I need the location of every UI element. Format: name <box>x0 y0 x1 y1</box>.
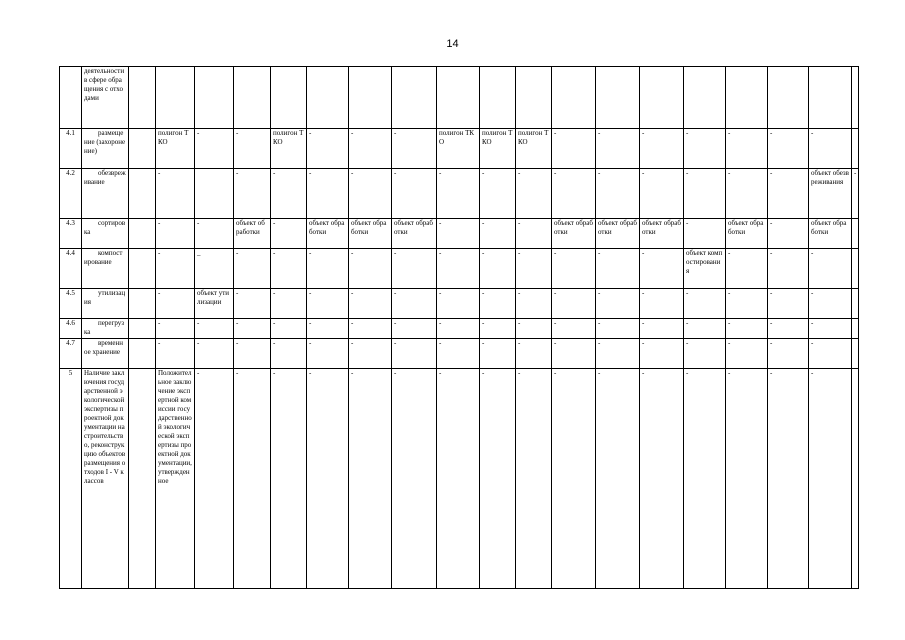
table-cell: объект обработки <box>392 219 437 249</box>
row-number: 4.4 <box>60 249 82 289</box>
table-cell: - <box>768 169 809 219</box>
table-cell: - <box>437 249 480 289</box>
table-cell: - <box>684 369 726 589</box>
table-cell: - <box>596 339 640 369</box>
table-cell: - <box>349 169 392 219</box>
table-cell: - <box>640 339 684 369</box>
table-cell: - <box>234 339 271 369</box>
table-cell: - <box>809 369 852 589</box>
table-cell: - <box>195 369 234 589</box>
table-cell: Положительное заключение экспертной комиссии государственной экологической экспертизы проектной документации, утвержденное <box>156 369 195 589</box>
table-cell: - <box>480 289 516 319</box>
table-cell: - <box>234 129 271 169</box>
table-cell: - <box>809 339 852 369</box>
table-cell: - <box>307 129 349 169</box>
blank-cell <box>129 249 156 289</box>
table-cell: - <box>852 169 859 219</box>
table-cell <box>271 67 307 129</box>
table-cell: объект обработки <box>726 219 768 249</box>
table-cell: - <box>392 369 437 589</box>
table-cell: - <box>516 369 552 589</box>
blank-cell <box>129 319 156 339</box>
table-row <box>60 289 859 319</box>
table-row <box>60 129 859 169</box>
table-cell: - <box>349 129 392 169</box>
table-cell <box>195 169 234 219</box>
table-cell: - <box>156 319 195 339</box>
table-cell: объект обработки <box>349 219 392 249</box>
table-cell: - <box>195 129 234 169</box>
table-cell: - <box>195 319 234 339</box>
table-cell: - <box>349 249 392 289</box>
table-cell <box>852 67 859 129</box>
table-cell <box>307 67 349 129</box>
table-cell: - <box>684 319 726 339</box>
table-cell: - <box>768 369 809 589</box>
table-cell: - <box>640 249 684 289</box>
table-cell: - <box>156 339 195 369</box>
table-cell: объект обработки <box>234 219 271 249</box>
table-cell: - <box>234 169 271 219</box>
table-cell: - <box>516 219 552 249</box>
table-cell <box>852 369 859 589</box>
table-cell: - <box>349 339 392 369</box>
table-cell: - <box>392 339 437 369</box>
table-cell: - <box>596 319 640 339</box>
table-cell <box>156 67 195 129</box>
table-cell: - <box>307 319 349 339</box>
table-cell: - <box>726 289 768 319</box>
table-cell <box>349 67 392 129</box>
table-cell: - <box>640 289 684 319</box>
table-cell: объект компостирования <box>684 249 726 289</box>
table-cell: - <box>480 219 516 249</box>
blank-cell <box>129 67 156 129</box>
table-cell: - <box>437 169 480 219</box>
table-cell <box>852 289 859 319</box>
table-cell <box>852 339 859 369</box>
table-row <box>60 219 859 249</box>
table-cell: - <box>596 169 640 219</box>
row-label: сортировка <box>82 219 129 249</box>
table-cell: - <box>271 339 307 369</box>
table-cell: - <box>307 249 349 289</box>
row-label: обезвреживание <box>82 169 129 219</box>
table-cell: - <box>234 369 271 589</box>
table-cell: - <box>726 319 768 339</box>
row-label: размещение (захоронение) <box>82 129 129 169</box>
table-row <box>60 369 859 589</box>
table-cell: - <box>640 129 684 169</box>
row-label: перегрузка <box>82 319 129 339</box>
table-cell: объект обработки <box>307 219 349 249</box>
table-cell: - <box>516 169 552 219</box>
row-number <box>60 67 82 129</box>
blank-cell <box>129 369 156 589</box>
table-row <box>60 169 859 219</box>
table-cell: - <box>596 129 640 169</box>
table-cell <box>516 67 552 129</box>
table-cell: - <box>234 319 271 339</box>
table-cell <box>437 67 480 129</box>
table-row <box>60 319 859 339</box>
table-cell <box>768 67 809 129</box>
row-label: компостирование <box>82 249 129 289</box>
blank-cell <box>129 129 156 169</box>
table-cell: - <box>307 369 349 589</box>
table-cell: - <box>809 319 852 339</box>
table-cell: - <box>726 339 768 369</box>
table-cell: - <box>271 319 307 339</box>
table-cell: - <box>271 169 307 219</box>
table-cell: - <box>768 219 809 249</box>
table-cell: - <box>684 219 726 249</box>
table-cell: - <box>640 169 684 219</box>
table-cell: - <box>552 369 596 589</box>
table-cell: объект обработки <box>596 219 640 249</box>
table-cell: - <box>684 339 726 369</box>
table-cell: - <box>640 319 684 339</box>
row-number: 4.3 <box>60 219 82 249</box>
table-cell: - <box>480 169 516 219</box>
table-cell: - <box>480 339 516 369</box>
table-cell: - <box>516 339 552 369</box>
table-cell: полигон ТКО <box>271 129 307 169</box>
table-cell <box>234 67 271 129</box>
table-cell: - <box>392 169 437 219</box>
table-cell: - <box>349 319 392 339</box>
table-row <box>60 249 859 289</box>
table-cell: - <box>809 129 852 169</box>
table-cell <box>552 67 596 129</box>
table-row <box>60 339 859 369</box>
table-cell: - <box>684 129 726 169</box>
table-cell: - <box>516 249 552 289</box>
table-cell: полигон ТКО <box>156 129 195 169</box>
table-cell: - <box>156 169 195 219</box>
table-cell: - <box>271 249 307 289</box>
row-label: деятельности в сфере обращения с отходами <box>82 67 129 129</box>
table-cell: - <box>271 369 307 589</box>
table-row <box>60 67 859 129</box>
table-cell: - <box>392 319 437 339</box>
blank-cell <box>129 339 156 369</box>
table-cell: - <box>234 249 271 289</box>
table-cell <box>852 249 859 289</box>
table-cell: - <box>552 339 596 369</box>
table-cell <box>195 67 234 129</box>
table-cell: - <box>156 249 195 289</box>
table-cell: - <box>392 289 437 319</box>
row-label: Наличие заключения государственной экологической экспертизы проектной документации на строительство, реконструкцию объектов размещения отходов I - V классов <box>82 369 129 589</box>
table-cell: - <box>437 319 480 339</box>
blank-cell <box>129 169 156 219</box>
table-cell: - <box>552 289 596 319</box>
table-cell: - <box>726 169 768 219</box>
table-cell: объект обработки <box>552 219 596 249</box>
row-number: 4.7 <box>60 339 82 369</box>
table-cell: - <box>596 369 640 589</box>
table-cell: - <box>307 289 349 319</box>
table-cell <box>684 67 726 129</box>
table-cell: - <box>195 339 234 369</box>
table-cell: объект обработки <box>809 219 852 249</box>
table-cell: - <box>640 369 684 589</box>
table-cell: полигон ТКО <box>437 129 480 169</box>
table-cell: - <box>684 169 726 219</box>
table-cell: - <box>437 219 480 249</box>
table-cell: - <box>726 249 768 289</box>
table-cell: _ <box>195 249 234 289</box>
table-cell: - <box>480 249 516 289</box>
table-cell: объект обработки <box>640 219 684 249</box>
table-cell: - <box>552 319 596 339</box>
table-cell: объект обезвреживания <box>809 169 852 219</box>
table-cell: - <box>234 289 271 319</box>
table-cell: - <box>552 249 596 289</box>
table-cell: - <box>516 289 552 319</box>
table-cell <box>726 67 768 129</box>
table-cell: - <box>349 369 392 589</box>
row-label: утилизация <box>82 289 129 319</box>
waste-objects-table <box>59 66 859 589</box>
table-cell: - <box>156 289 195 319</box>
table-cell: - <box>516 319 552 339</box>
table-cell <box>809 67 852 129</box>
table-cell: - <box>596 249 640 289</box>
table-cell: - <box>349 289 392 319</box>
row-number: 4.2 <box>60 169 82 219</box>
page-number: 14 <box>446 38 459 50</box>
table-cell: - <box>809 249 852 289</box>
table-cell <box>852 319 859 339</box>
table-cell <box>852 219 859 249</box>
table-cell: - <box>768 319 809 339</box>
table-cell: - <box>437 289 480 319</box>
table-cell <box>392 67 437 129</box>
table-cell: - <box>768 289 809 319</box>
table-cell: - <box>726 369 768 589</box>
table-cell: - <box>271 219 307 249</box>
row-number: 4.6 <box>60 319 82 339</box>
blank-cell <box>129 219 156 249</box>
table-cell <box>596 67 640 129</box>
table-cell: - <box>768 129 809 169</box>
table-cell: полигон ТКО <box>480 129 516 169</box>
table-cell: - <box>596 289 640 319</box>
table-cell: - <box>195 219 234 249</box>
table-cell: объект утилизации <box>195 289 234 319</box>
table-cell: - <box>307 339 349 369</box>
table-cell: - <box>726 129 768 169</box>
table-cell: - <box>307 169 349 219</box>
table-cell: - <box>437 339 480 369</box>
row-number: 4.5 <box>60 289 82 319</box>
table-cell: - <box>552 129 596 169</box>
row-number: 4.1 <box>60 129 82 169</box>
table-cell: - <box>392 129 437 169</box>
table-cell: - <box>768 339 809 369</box>
blank-cell <box>129 289 156 319</box>
table-cell: - <box>437 369 480 589</box>
table-cell <box>640 67 684 129</box>
table-cell: - <box>480 319 516 339</box>
table-cell: - <box>768 249 809 289</box>
table-cell: - <box>684 289 726 319</box>
row-number: 5 <box>60 369 82 589</box>
table-cell: - <box>809 289 852 319</box>
table-cell: полигон ТКО <box>516 129 552 169</box>
table-cell: - <box>271 289 307 319</box>
table-cell <box>852 129 859 169</box>
table-cell: - <box>156 219 195 249</box>
table-cell: - <box>480 369 516 589</box>
table-cell: - <box>392 249 437 289</box>
row-label: временное хранение <box>82 339 129 369</box>
table-cell <box>480 67 516 129</box>
table-cell: - <box>552 169 596 219</box>
